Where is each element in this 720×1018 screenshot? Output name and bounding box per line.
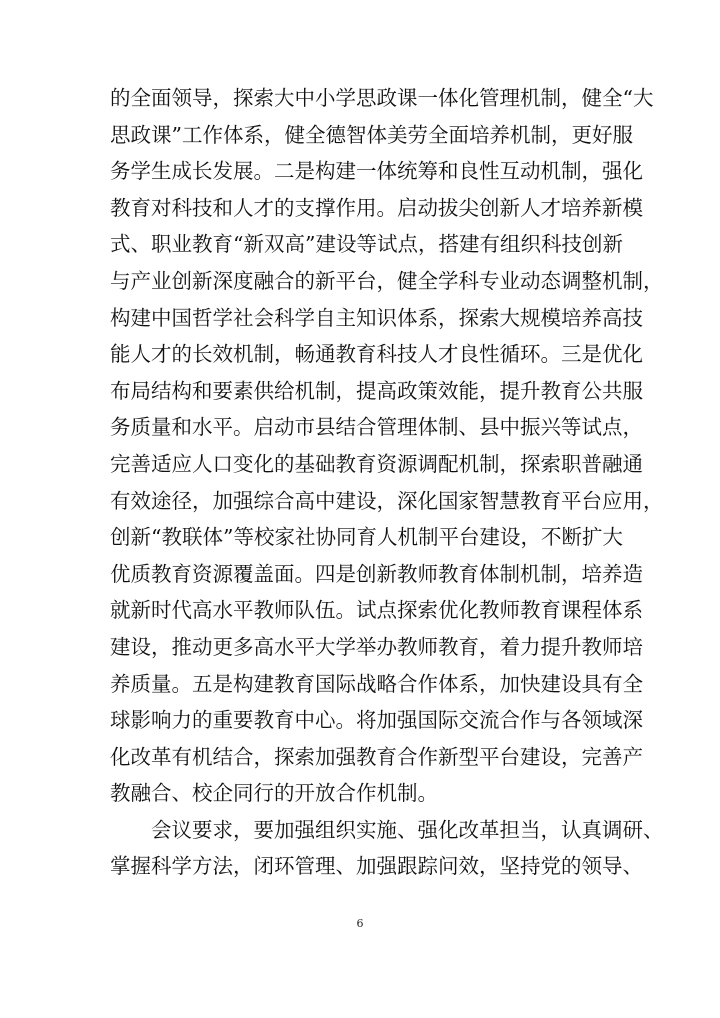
text-line: 化改革有机结合，探索加强教育合作新型平台建设，完善产 [110,744,643,769]
text-line: 能人才的长效机制，畅通教育科技人才良性循环。三是优化 [110,342,643,367]
text-line: 完善适应人口变化的基础教育资源调配机制，探索职普融通 [110,451,643,476]
text-line: 球影响力的重要教育中心。将加强国际交流合作与各领域深 [110,708,643,733]
page-number: 6 [356,917,364,930]
text-line: 的全面领导，探索大中小学思政课一体化管理机制，健全“大 [110,86,654,110]
text-line: 式、职业教育“新双高”建设等试点，搭建有组织科技创新 [110,232,623,257]
text-line: 与产业创新深度融合的新平台，健全学科专业动态调整机制， [110,268,664,293]
body-text [110,80,664,885]
text-line: 务学生成长发展。二是构建一体统筹和良性互动机制，强化 [110,159,643,184]
text-line: 掌握科学方法，闭环管理、加强跟踪问效，坚持党的领导、 [110,854,643,879]
text-line: 务质量和水平。启动市县结合管理体制、县中振兴等试点， [110,415,643,440]
text-line: 会议要求，要加强组织实施、强化改革担当，认真调研、 [151,817,664,842]
text-line: 教育对科技和人才的支撑作用。启动拔尖创新人才培养新模 [110,195,643,220]
text-line: 创新“教联体”等校家社协同育人机制平台建设，不断扩大 [110,525,623,550]
text-line: 布局结构和要素供给机制，提高政策效能，提升教育公共服 [110,378,643,403]
text-line: 思政课”工作体系，健全德智体美劳全面培养机制，更好服 [110,122,633,147]
text-line: 就新时代高水平教师队伍。试点探索优化教师教育课程体系 [110,598,643,623]
text-line: 有效途径，加强综合高中建设，深化国家智慧教育平台应用， [110,488,664,513]
text-line: 建设，推动更多高水平大学举办教师教育，着力提升教师培 [110,634,643,659]
text-line: 构建中国哲学社会科学自主知识体系，探索大规模培养高技 [110,305,643,330]
text-line: 优质教育资源覆盖面。四是创新教师教育体制机制，培养造 [110,561,643,586]
text-line: 养质量。五是构建教育国际战略合作体系，加快建设具有全 [110,671,643,696]
text-line: 教融合、校企同行的开放合作机制。 [110,781,438,806]
